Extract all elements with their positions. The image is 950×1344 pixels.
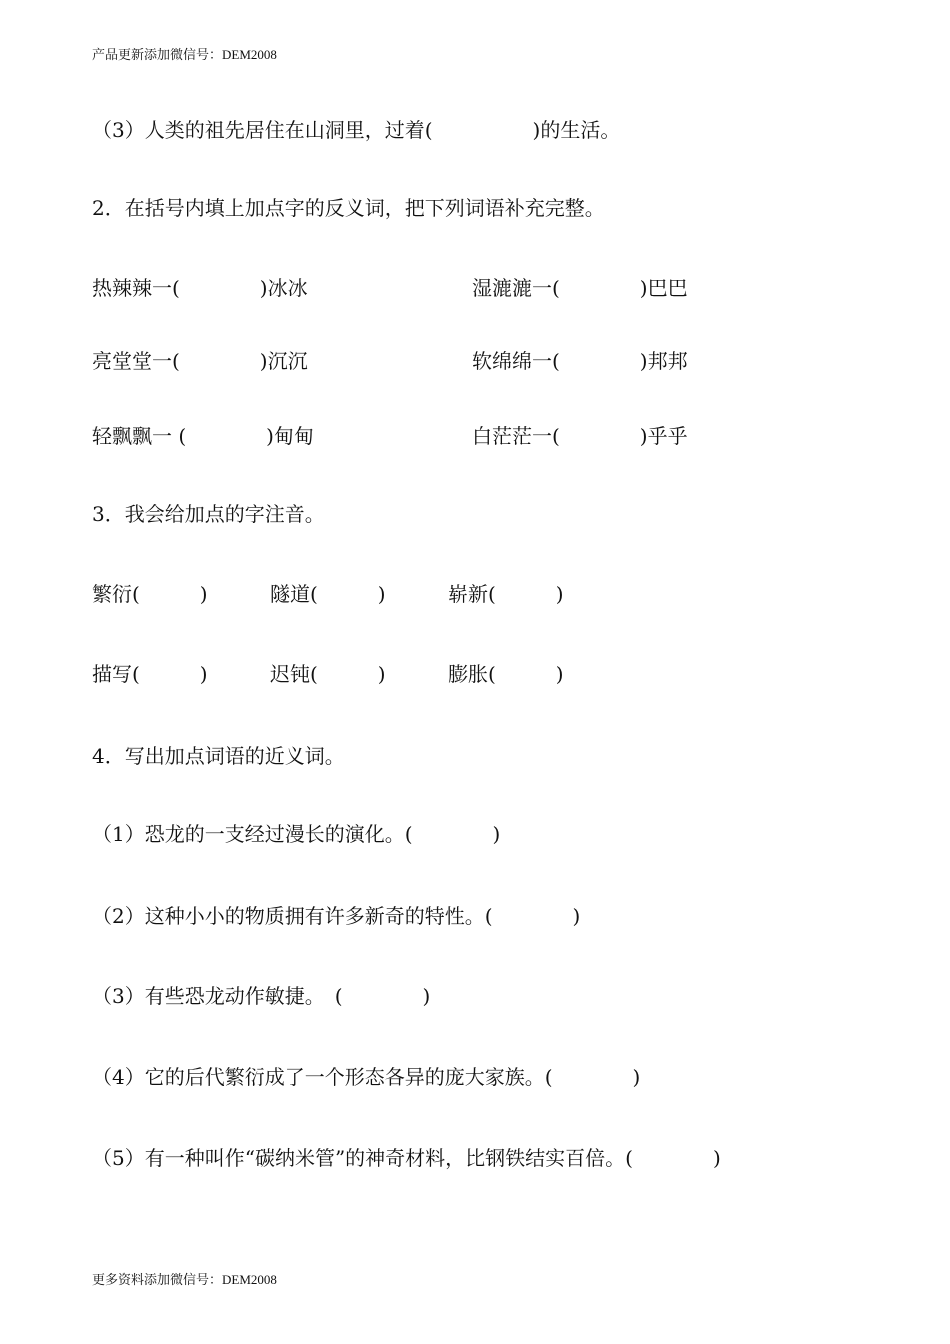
q3-item-1: 繁衍( ) [92,582,208,606]
q4-item-5: （5）有一种叫作“碳纳米管”的神奇材料，比钢铁结实百倍。( ) [92,1146,721,1170]
q3-item-3: 崭新( ) [448,582,564,606]
question-3-title: 3．我会给加点的字注音。 [92,502,325,526]
q4-item-4: （4）它的后代繁衍成了一个形态各异的庞大家族。( ) [92,1065,641,1089]
q4-item-1: （1）恐龙的一支经过漫长的演化。( ) [92,822,501,846]
question-4-title: 4．写出加点词语的近义词。 [92,744,345,768]
q2-item-3: 亮堂堂一( )沉沉 [92,349,308,373]
page-footer: 更多资料添加微信号：DEM2008 [92,1272,277,1287]
q3-item-2: 隧道( ) [270,582,386,606]
q2-item-4: 软绵绵一( )邦邦 [472,349,688,373]
page-header: 产品更新添加微信号：DEM2008 [92,47,277,62]
q2-item-6: 白茫茫一( )乎乎 [472,424,688,448]
q4-item-2: （2）这种小小的物质拥有许多新奇的特性。( ) [92,904,581,928]
q3-item-6: 膨胀( ) [448,662,564,686]
q2-item-2: 湿漉漉一( )巴巴 [472,276,688,300]
question-1-3: （3）人类的祖先居住在山洞里，过着( )的生活。 [92,118,621,142]
q2-item-1: 热辣辣一( )冰冰 [92,276,308,300]
question-2-title: 2．在括号内填上加点字的反义词，把下列词语补充完整。 [92,196,605,220]
q3-item-4: 描写( ) [92,662,208,686]
q3-item-5: 迟钝( ) [270,662,386,686]
q2-item-5: 轻飘飘一 ( )甸甸 [92,424,314,448]
q4-item-3: （3）有些恐龙动作敏捷。 ( ) [92,984,431,1008]
